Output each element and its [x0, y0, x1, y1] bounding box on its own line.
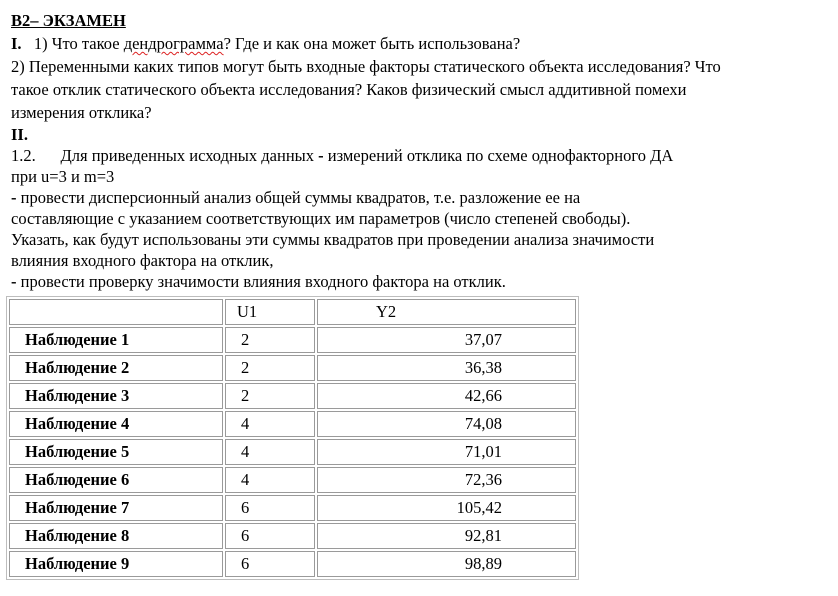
row-label: Наблюдение 1: [9, 327, 223, 353]
row-y-value: 92,81: [317, 523, 576, 549]
note-line-1: Указать, как будут использованы эти суммы квадратов при проведении анализа значимости: [11, 230, 655, 249]
observations-table: [6, 296, 579, 580]
bullet-2-text: провести проверку значимости влияния входного фактора на отклик.: [20, 272, 506, 291]
task-line-2: при u=3 и m=3: [11, 167, 115, 186]
table-row: [9, 495, 576, 521]
exam-title: B2– ЭКЗАМЕН: [11, 11, 126, 30]
row-u-value: 2: [225, 355, 315, 381]
table-header-empty: [9, 299, 223, 325]
bullet-1-line-1: [11, 187, 821, 208]
note-line-2: влияния входного фактора на отклик,: [11, 251, 274, 270]
table-row: [9, 411, 576, 437]
bullet-2-line: [11, 271, 821, 292]
row-u-value: 4: [225, 411, 315, 437]
row-label: Наблюдение 7: [9, 495, 223, 521]
bullet-2-dash: -: [11, 272, 21, 291]
row-y-value: 71,01: [317, 439, 576, 465]
task-number: 1.2.: [11, 146, 36, 165]
table-row: [9, 383, 576, 409]
task-line-1: [11, 145, 821, 166]
row-y-value: 74,08: [317, 411, 576, 437]
row-y-value: 105,42: [317, 495, 576, 521]
row-label: Наблюдение 2: [9, 355, 223, 381]
question-1-number: 1): [33, 34, 48, 53]
bullet-1-dash: -: [11, 188, 21, 207]
row-u-value: 2: [225, 327, 315, 353]
row-label: Наблюдение 3: [9, 383, 223, 409]
question-2-line-1: 2) Переменными каких типов могут быть входные факторы статического объекта исследования? Что: [11, 57, 721, 76]
question-1-term: дендрограмма: [123, 34, 224, 53]
row-y-value: 72,36: [317, 467, 576, 493]
table-row: [9, 355, 576, 381]
row-y-value: 36,38: [317, 355, 576, 381]
table-row: [9, 327, 576, 353]
question-2-line-3: измерения отклика?: [11, 103, 152, 122]
task-line-1-c: измерений отклика по схеме однофакторного ДА: [327, 146, 674, 165]
task-line-1-a: Для приведенных исходных данных: [60, 146, 319, 165]
section-2-marker: II.: [11, 125, 28, 144]
question-1: [11, 32, 821, 55]
table-header-row: [9, 299, 576, 325]
row-label: Наблюдение 4: [9, 411, 223, 437]
table-row: [9, 523, 576, 549]
row-y-value: 42,66: [317, 383, 576, 409]
table-row: [9, 439, 576, 465]
bullet-1-line-2: составляющие с указанием соответствующих им параметров (число степеней свободы).: [11, 209, 631, 228]
row-u-value: 4: [225, 467, 315, 493]
bullet-1-text-1: провести дисперсионный анализ общей суммы квадратов, т.е. разложение ее на: [20, 188, 581, 207]
table-row: [9, 551, 576, 577]
row-u-value: 6: [225, 495, 315, 521]
question-2-line-2: такое отклик статического объекта исследования? Каков физический смысл аддитивной помехи: [11, 80, 687, 99]
row-y-value: 37,07: [317, 327, 576, 353]
row-y-value: 98,89: [317, 551, 576, 577]
question-1-after: ? Где и как она может быть использована?: [223, 34, 521, 53]
row-u-value: 4: [225, 439, 315, 465]
task-line-1-dash: -: [318, 146, 328, 165]
table-header-u1: U1: [225, 299, 315, 325]
section-1-marker: I.: [11, 34, 22, 53]
exam-document: [11, 10, 821, 292]
row-u-value: 2: [225, 383, 315, 409]
row-u-value: 6: [225, 551, 315, 577]
table-header-y2: Y2: [317, 299, 576, 325]
row-label: Наблюдение 5: [9, 439, 223, 465]
row-label: Наблюдение 8: [9, 523, 223, 549]
row-u-value: 6: [225, 523, 315, 549]
row-label: Наблюдение 9: [9, 551, 223, 577]
row-label: Наблюдение 6: [9, 467, 223, 493]
question-1-before: Что такое: [51, 34, 124, 53]
table-row: [9, 467, 576, 493]
